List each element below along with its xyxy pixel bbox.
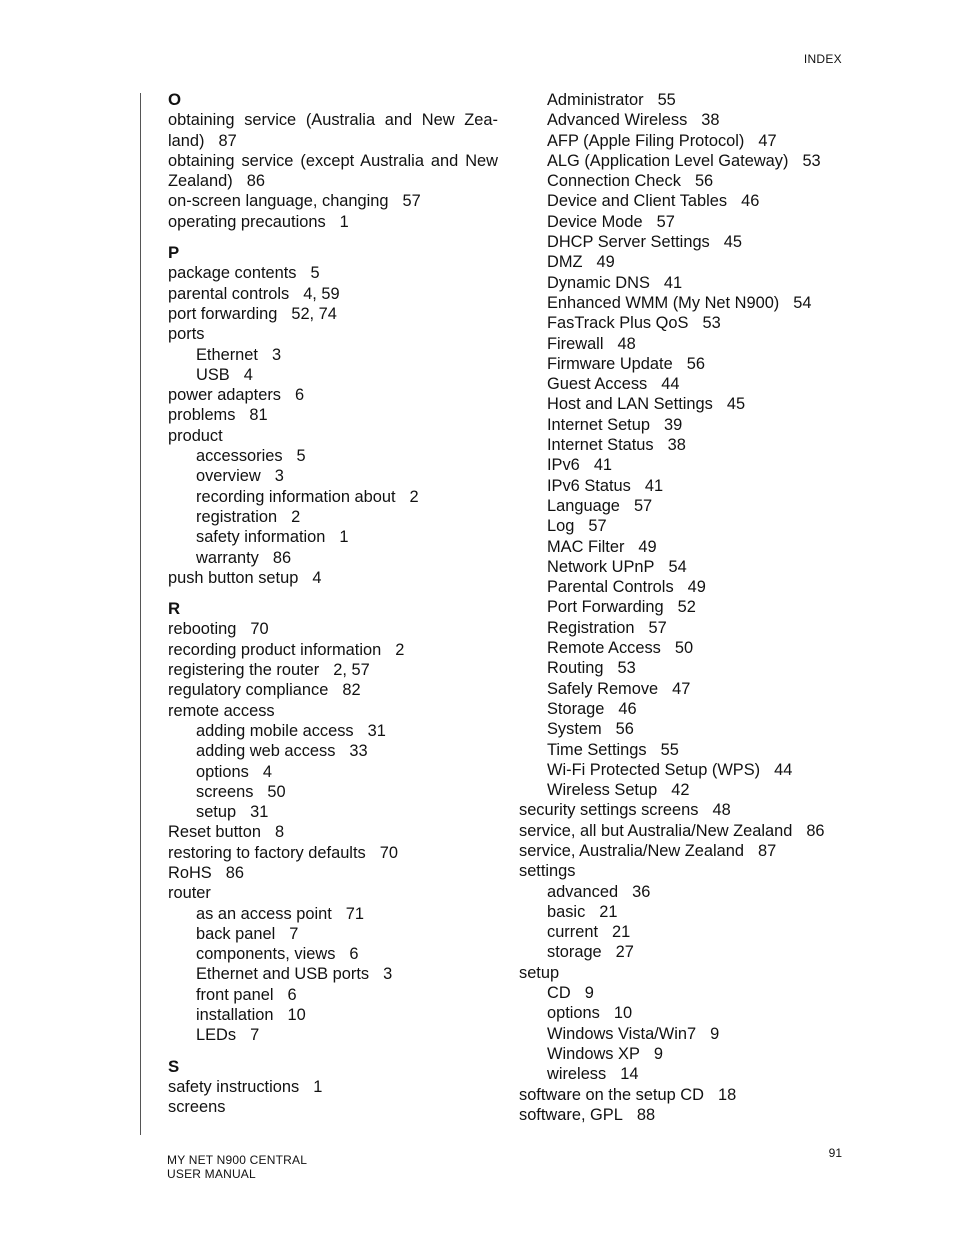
index-page-ref: 38 xyxy=(701,111,720,130)
index-term: basic xyxy=(547,902,586,921)
index-letter-heading: O xyxy=(168,90,182,109)
index-page-ref: 45 xyxy=(726,395,746,414)
index-subentry xyxy=(519,232,879,252)
page-number: 91 xyxy=(828,1146,842,1160)
index-page-ref: 9 xyxy=(584,984,594,1003)
index-subentry xyxy=(519,922,879,942)
index-subentry xyxy=(168,904,498,924)
index-term: on-screen language, changing xyxy=(168,192,389,211)
index-entry xyxy=(168,405,498,425)
index-page-ref: 82 xyxy=(342,681,361,700)
index-subentry xyxy=(168,1025,498,1045)
index-term: LEDs xyxy=(196,1026,237,1045)
index-subentry xyxy=(168,802,498,822)
index-term: obtaining service (Australia and New Zea-land) xyxy=(168,111,498,150)
index-term: as an access point xyxy=(196,904,332,923)
index-term: port forwarding xyxy=(168,304,278,323)
index-page-ref: 41 xyxy=(593,456,613,475)
index-term: security settings screens xyxy=(519,801,699,820)
index-page-ref: 36 xyxy=(632,882,651,901)
index-subentry xyxy=(168,527,498,547)
index-page-ref: 6 xyxy=(349,945,359,964)
index-page-ref: 9 xyxy=(653,1044,664,1063)
index-subentry xyxy=(519,942,879,962)
index-term: service, all but Australia/New Zealand xyxy=(519,821,793,840)
index-subentry xyxy=(168,487,498,507)
index-term: front panel xyxy=(196,985,274,1004)
index-entry xyxy=(519,963,879,983)
index-column-left xyxy=(168,90,498,1118)
index-page-ref: 3 xyxy=(271,345,282,364)
index-page-ref: 53 xyxy=(617,659,636,678)
index-page-ref: 44 xyxy=(661,375,680,394)
index-letter-heading: S xyxy=(168,1056,180,1076)
index-letter-heading: P xyxy=(168,243,180,263)
index-term: recording information about xyxy=(196,487,396,506)
index-term: registration xyxy=(196,507,278,526)
index-page-ref: 1 xyxy=(313,1077,323,1096)
index-subentry xyxy=(519,313,879,333)
index-term: product xyxy=(168,426,223,445)
index-term: options xyxy=(547,1004,600,1023)
index-term: Windows XP xyxy=(547,1044,640,1063)
index-entry xyxy=(168,660,498,680)
index-term: Reset button xyxy=(168,823,261,842)
index-page-ref: 88 xyxy=(636,1105,656,1124)
index-term: options xyxy=(196,762,249,781)
index-subentry xyxy=(519,1024,879,1044)
index-term: Connection Check xyxy=(547,172,681,191)
index-subentry xyxy=(519,902,879,922)
index-term: USB xyxy=(196,365,230,384)
index-term: Ethernet xyxy=(196,345,258,364)
index-page-ref: 2 xyxy=(291,507,301,526)
index-subentry xyxy=(168,721,498,741)
index-term: Parental Controls xyxy=(547,578,674,597)
index-page-ref: 53 xyxy=(802,151,821,170)
index-term: obtaining service (except Australia and New Zealand) xyxy=(168,151,498,191)
index-term: components, views xyxy=(196,945,336,964)
index-subentry xyxy=(168,446,498,466)
index-entry xyxy=(168,151,498,192)
index-entry xyxy=(519,800,879,820)
index-subentry xyxy=(519,1003,879,1023)
index-subentry xyxy=(519,252,879,272)
index-term: System xyxy=(547,720,602,739)
index-subentry xyxy=(519,496,879,516)
index-term: screens xyxy=(168,1098,226,1117)
index-page-ref: 52, 74 xyxy=(291,304,337,323)
index-page-ref: 54 xyxy=(793,293,812,312)
index-subentry xyxy=(519,273,879,293)
index-term: Firmware Update xyxy=(547,354,673,373)
index-page-ref: 27 xyxy=(615,943,634,962)
index-term: Network UPnP xyxy=(547,557,655,576)
index-term: current xyxy=(547,923,599,942)
index-term: Advanced Wireless xyxy=(547,111,688,130)
index-term: package contents xyxy=(168,264,297,283)
index-page-ref: 9 xyxy=(710,1024,720,1043)
index-page-ref: 8 xyxy=(274,823,285,842)
index-subentry xyxy=(519,537,879,557)
index-entry xyxy=(168,1077,498,1097)
index-page-ref: 48 xyxy=(617,334,636,353)
index-page-ref: 86 xyxy=(246,172,265,191)
index-page-ref: 21 xyxy=(599,902,618,921)
index-term: Host and LAN Settings xyxy=(547,395,713,414)
index-page-ref: 56 xyxy=(694,172,714,191)
index-term: IPv6 xyxy=(547,456,580,475)
index-page-ref: 87 xyxy=(218,131,237,150)
index-subentry xyxy=(519,131,879,151)
index-subentry xyxy=(519,719,879,739)
index-entry xyxy=(168,863,498,883)
index-term: Internet Setup xyxy=(547,415,650,434)
index-page-ref: 14 xyxy=(620,1065,639,1084)
index-page-ref: 3 xyxy=(383,965,393,984)
index-term: overview xyxy=(196,467,261,486)
index-term: service, Australia/New Zealand xyxy=(519,841,745,860)
index-term: Language xyxy=(547,496,620,515)
index-term: IPv6 Status xyxy=(547,476,631,495)
index-page-ref: 87 xyxy=(758,841,777,860)
index-subentry xyxy=(519,435,879,455)
index-term: router xyxy=(168,884,211,903)
index-entry xyxy=(168,640,498,660)
index-term: operating precautions xyxy=(168,212,326,231)
index-page-ref: 56 xyxy=(686,354,705,373)
index-term: Dynamic DNS xyxy=(547,273,650,292)
index-subentry xyxy=(168,924,498,944)
index-term: Wireless Setup xyxy=(547,781,658,800)
index-term: installation xyxy=(196,1006,274,1025)
section-header: INDEX xyxy=(803,52,842,66)
index-entry xyxy=(168,680,498,700)
index-page-ref: 18 xyxy=(717,1085,737,1104)
index-page-ref: 1 xyxy=(339,212,349,231)
index-subentry xyxy=(519,882,879,902)
index-term: Windows Vista/Win7 xyxy=(547,1024,697,1043)
index-term: Enhanced WMM (My Net N900) xyxy=(547,293,780,312)
index-entry xyxy=(168,385,498,405)
index-page-ref: 2 xyxy=(409,487,419,506)
index-term: DMZ xyxy=(547,253,583,272)
index-subentry xyxy=(519,577,879,597)
index-subentry xyxy=(519,334,879,354)
index-term: CD xyxy=(547,984,571,1003)
index-page-ref: 5 xyxy=(310,264,320,283)
index-subentry xyxy=(519,151,879,171)
index-term: registering the router xyxy=(168,661,320,680)
index-term: MAC Filter xyxy=(547,537,625,556)
index-page-ref: 55 xyxy=(657,91,676,109)
index-subentry xyxy=(519,516,879,536)
column-divider-rule xyxy=(140,93,141,1135)
index-term: Remote Access xyxy=(547,639,661,658)
index-subentry xyxy=(519,679,879,699)
index-term: Internet Status xyxy=(547,436,654,455)
index-entry xyxy=(168,822,498,842)
index-page-ref: 6 xyxy=(294,386,305,405)
index-subentry xyxy=(519,597,879,617)
index-page-ref: 31 xyxy=(250,803,269,822)
index-entry xyxy=(168,212,498,232)
index-term: Ethernet and USB ports xyxy=(196,965,370,984)
index-term: advanced xyxy=(547,882,619,901)
index-subentry xyxy=(168,964,498,984)
index-subentry xyxy=(519,740,879,760)
index-page-ref: 47 xyxy=(758,131,777,150)
index-page-ref: 5 xyxy=(296,447,306,466)
index-term: regulatory compliance xyxy=(168,681,329,700)
index-subentry xyxy=(519,1064,879,1084)
index-page-ref: 86 xyxy=(272,548,292,567)
index-subentry xyxy=(168,944,498,964)
index-term: Safely Remove xyxy=(547,679,659,698)
index-term: power adapters xyxy=(168,386,281,405)
index-subentry xyxy=(519,90,879,110)
index-term: Device and Client Tables xyxy=(547,192,728,211)
index-term: ALG (Application Level Gateway) xyxy=(547,151,789,170)
index-page-ref: 4, 59 xyxy=(303,284,340,303)
index-subentry xyxy=(519,476,879,496)
index-term: parental controls xyxy=(168,284,290,303)
index-letter-heading: R xyxy=(168,599,181,619)
index-page-ref: 49 xyxy=(638,537,657,556)
index-term: Device Mode xyxy=(547,212,643,231)
index-subentry xyxy=(168,1005,498,1025)
index-page-ref: 21 xyxy=(612,923,631,942)
index-subentry xyxy=(168,365,498,385)
index-subentry xyxy=(519,1044,879,1064)
index-page-ref: 3 xyxy=(274,467,284,486)
index-term: Storage xyxy=(547,699,605,718)
index-page-ref: 55 xyxy=(660,740,679,759)
index-term: remote access xyxy=(168,701,275,720)
index-subentry xyxy=(519,638,879,658)
index-term: wireless xyxy=(547,1065,607,1084)
index-page-ref: 50 xyxy=(674,639,694,658)
index-page-ref: 39 xyxy=(663,415,683,434)
index-page-ref: 41 xyxy=(663,273,683,292)
index-page-ref: 48 xyxy=(712,801,731,820)
index-term: Log xyxy=(547,517,575,536)
index-term: software, GPL xyxy=(519,1105,623,1124)
index-entry xyxy=(168,843,498,863)
index-page-ref: 4 xyxy=(262,762,272,781)
index-page-ref: 50 xyxy=(267,782,286,801)
index-page-ref: 31 xyxy=(367,721,386,740)
index-subentry xyxy=(519,354,879,374)
index-page-ref: 33 xyxy=(349,742,368,761)
index-term: back panel xyxy=(196,924,276,943)
index-page-ref: 86 xyxy=(806,821,825,840)
index-subentry xyxy=(168,985,498,1005)
index-entry xyxy=(168,304,498,324)
index-term: Wi-Fi Protected Setup (WPS) xyxy=(547,760,761,779)
index-page-ref: 10 xyxy=(287,1006,306,1025)
index-entry xyxy=(519,1085,879,1105)
index-page-ref: 7 xyxy=(289,924,299,943)
document-footer xyxy=(167,1153,307,1181)
index-page-ref: 2 xyxy=(395,640,405,659)
index-subentry xyxy=(519,171,879,191)
index-page-ref: 10 xyxy=(613,1004,633,1023)
index-subentry xyxy=(519,658,879,678)
index-term: accessories xyxy=(196,447,283,466)
index-page-ref: 2, 57 xyxy=(333,661,370,680)
index-subentry xyxy=(519,212,879,232)
index-term: ports xyxy=(168,325,205,344)
footer-manual-label: USER MANUAL xyxy=(167,1167,256,1181)
index-page-ref: 86 xyxy=(225,863,244,882)
index-term: setup xyxy=(196,803,237,822)
index-entry xyxy=(168,263,498,283)
index-page-ref: 41 xyxy=(644,476,664,495)
index-entry xyxy=(519,1105,879,1125)
index-entry xyxy=(168,619,498,639)
index-term: Firewall xyxy=(547,334,604,353)
index-page-ref: 57 xyxy=(656,212,675,231)
index-subentry xyxy=(519,699,879,719)
index-term: software on the setup CD xyxy=(519,1085,704,1104)
index-page-ref: 54 xyxy=(668,557,687,576)
index-term: storage xyxy=(547,943,602,962)
index-term: recording product information xyxy=(168,640,382,659)
index-subentry xyxy=(519,983,879,1003)
index-term: Port Forwarding xyxy=(547,598,664,617)
index-subentry xyxy=(168,507,498,527)
index-entry xyxy=(168,324,498,344)
index-page-ref: 57 xyxy=(588,517,607,536)
index-page-ref: 7 xyxy=(250,1026,260,1045)
index-term: adding web access xyxy=(196,742,336,761)
index-page-ref: 71 xyxy=(345,904,364,923)
index-page-ref: 57 xyxy=(402,192,421,211)
index-subentry xyxy=(168,762,498,782)
index-subentry xyxy=(168,345,498,365)
index-page-ref: 46 xyxy=(741,192,760,211)
index-page-ref: 47 xyxy=(672,679,691,698)
index-term: FasTrack Plus QoS xyxy=(547,314,689,333)
footer-product-name: MY NET N900 CENTRAL xyxy=(167,1153,308,1167)
index-entry xyxy=(519,841,879,861)
index-subentry xyxy=(519,374,879,394)
index-page-ref: 49 xyxy=(687,578,706,597)
index-term: safety information xyxy=(196,528,326,547)
index-subentry xyxy=(519,293,879,313)
index-page-ref: 4 xyxy=(243,365,253,384)
index-entry xyxy=(168,701,498,721)
index-entry xyxy=(519,861,879,881)
index-subentry xyxy=(168,782,498,802)
index-term: restoring to factory defaults xyxy=(168,843,366,862)
index-term: rebooting xyxy=(168,620,237,639)
index-page-ref: 70 xyxy=(379,843,398,862)
index-page-ref: 1 xyxy=(339,528,349,547)
index-page-ref: 57 xyxy=(633,496,653,515)
index-entry xyxy=(168,284,498,304)
index-subentry xyxy=(519,394,879,414)
index-subentry xyxy=(168,741,498,761)
index-subentry xyxy=(519,618,879,638)
index-entry xyxy=(168,1097,498,1117)
index-subentry xyxy=(519,191,879,211)
index-entry xyxy=(519,821,879,841)
index-page-ref: 57 xyxy=(648,618,667,637)
index-term: safety instructions xyxy=(168,1077,300,1096)
index-page-ref: 4 xyxy=(312,568,322,587)
index-term: screens xyxy=(196,782,254,801)
index-subentry xyxy=(519,760,879,780)
index-entry xyxy=(168,191,498,211)
index-page-ref: 42 xyxy=(671,781,690,800)
index-page-ref: 44 xyxy=(774,760,793,779)
index-term: Registration xyxy=(547,618,635,637)
index-page-ref: 53 xyxy=(702,314,721,333)
index-subentry xyxy=(519,455,879,475)
index-subentry xyxy=(168,548,498,568)
index-term: AFP (Apple Filing Protocol) xyxy=(547,131,745,150)
index-page-ref: 52 xyxy=(677,598,696,617)
index-term: Administrator xyxy=(547,91,644,109)
index-term: DHCP Server Settings xyxy=(547,233,710,252)
index-entry xyxy=(168,568,498,588)
index-page-ref: 6 xyxy=(287,985,297,1004)
index-column-right xyxy=(519,90,879,1125)
index-page-ref: 46 xyxy=(618,699,637,718)
index-entry xyxy=(168,883,498,903)
index-entry xyxy=(168,110,498,151)
index-subentry xyxy=(168,466,498,486)
index-term: RoHS xyxy=(168,863,212,882)
index-term: Routing xyxy=(547,659,604,678)
index-term: problems xyxy=(168,406,236,425)
index-entry xyxy=(168,426,498,446)
index-page-ref: 56 xyxy=(615,720,634,739)
index-term: push button setup xyxy=(168,568,299,587)
index-term: warranty xyxy=(196,548,259,567)
index-subentry xyxy=(519,415,879,435)
index-term: setup xyxy=(519,963,560,982)
index-term: adding mobile access xyxy=(196,721,354,740)
index-term: settings xyxy=(519,862,576,881)
index-page-ref: 70 xyxy=(250,620,269,639)
index-term: Time Settings xyxy=(547,740,647,759)
index-subentry xyxy=(519,557,879,577)
index-page-ref: 38 xyxy=(667,436,686,455)
index-page-ref: 49 xyxy=(596,253,615,272)
index-subentry xyxy=(519,110,879,130)
index-subentry xyxy=(519,780,879,800)
index-page-ref: 45 xyxy=(723,233,742,252)
index-page-ref: 81 xyxy=(249,406,268,425)
index-term: Guest Access xyxy=(547,375,648,394)
